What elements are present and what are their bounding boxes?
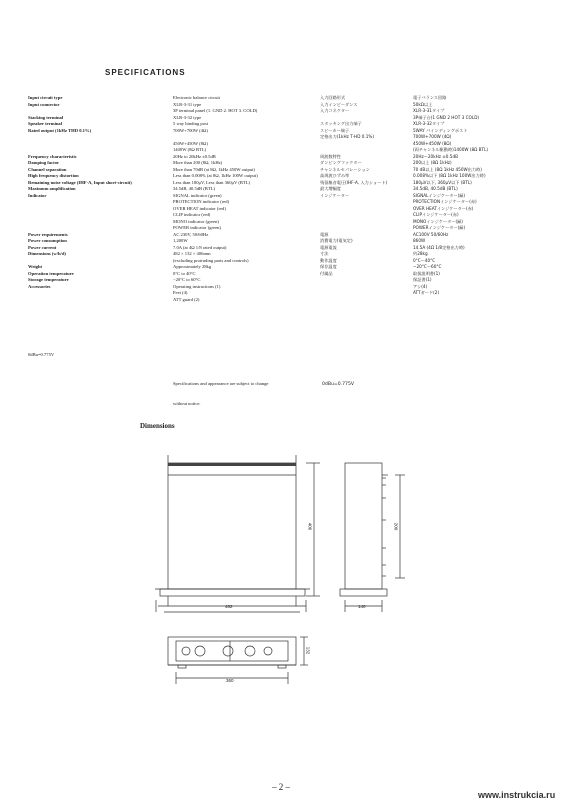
- spec-label-jp: 残留雑音電圧(IHF-A, 入力ショート): [320, 179, 388, 185]
- spec-value-jp: AC100V 50/60Hz: [413, 231, 449, 237]
- spec-value: More than 70dB (at 8Ω, 1kHz 450W output): [173, 166, 255, 172]
- spec-label: Power consumption: [28, 238, 67, 243]
- spec-value-jp: 70 dB以上 (8Ω 1kHz 450W出力時): [413, 166, 482, 172]
- spec-label-jp: 入力コネクター: [320, 108, 350, 113]
- spec-value-jp: PROTECTIONインジケーター(赤): [413, 199, 477, 204]
- spec-value: MONO indicator (green): [173, 218, 219, 224]
- spec-label: Input circuit type: [28, 95, 63, 100]
- spec-value-jp: 200以上 (8Ω 1kHz): [413, 160, 452, 165]
- spec-label: High frequency distortion: [28, 173, 79, 178]
- spec-label-jp: 寸法: [320, 251, 329, 256]
- spec-value-jp: アシ(4): [413, 283, 428, 289]
- spec-label: Weight: [28, 264, 43, 269]
- spec-value: 7.0A (at 4Ω 1/8 rated output): [173, 244, 227, 250]
- spec-change-note-line: Specifications and appearance are subject to change: [173, 381, 269, 386]
- spec-label-jp: チャンネルセパレーション: [320, 166, 370, 172]
- spec-label: Speaker terminal: [28, 121, 62, 126]
- spec-value: POWER indicator (green): [173, 225, 221, 230]
- spec-label-jp: スピーカー端子: [320, 127, 350, 133]
- spec-value: PROTECTION indicator (red): [173, 199, 230, 204]
- spec-value-jp: ATTガード(2): [413, 290, 440, 295]
- dim-rear-height: 132: [305, 646, 311, 655]
- spec-label: Indicator: [28, 192, 47, 198]
- spec-label: Remaining noise voltage (IHF-A, Input short-circuit): [28, 179, 132, 185]
- spec-label: Operation temperature: [28, 270, 74, 276]
- spec-label: Frequency characteristic: [28, 153, 77, 159]
- spec-label-jp: 周波数特性: [320, 153, 341, 159]
- spec-value-jp: SIGNALインジケーター(緑): [413, 192, 466, 198]
- spec-value-jp: 450W+450W (8Ω): [413, 140, 452, 146]
- spec-value: AC 230V, 50/60Hz: [173, 231, 209, 237]
- spec-value: XLR-3-31 type: [173, 101, 202, 107]
- spec-value: 1,200W: [173, 238, 188, 243]
- spec-value-jp: 700W+700W (4Ω): [413, 134, 452, 139]
- spec-label-jp: スタッキング出力端子: [320, 121, 362, 126]
- spec-value-jp: 50kΩ以上: [413, 101, 433, 107]
- spec-label-jp: インジケーター: [320, 192, 350, 198]
- spec-value: 3P terminal panel (1. GND 2. HOT 3. COLD): [173, 108, 258, 113]
- watermark: www.instrukcia.ru: [478, 790, 556, 800]
- spec-value-jp: (両チャンネル駆動時)1400W (8Ω BTL): [413, 147, 489, 152]
- dim-height: 406: [307, 522, 313, 531]
- spec-value-jp: OVER HEATインジケーター(赤): [413, 205, 474, 211]
- spec-value-jp: XLR-3-31タイプ: [413, 108, 445, 113]
- spec-value-jp: 保証書(1): [413, 277, 432, 282]
- spec-label: Rated output (1kHz THD 0.1%): [28, 127, 92, 133]
- side-view: [345, 463, 382, 589]
- spec-value-jp: 860W: [413, 238, 426, 243]
- spec-value: 482 × 132 × 406mm: [173, 251, 211, 256]
- spec-label-jp: 消費電力(電気定): [320, 238, 353, 243]
- spec-value: (excluding protruding parts and controls): [173, 257, 249, 263]
- spec-label: Channel separation: [28, 166, 67, 172]
- odbu-note-right: 0dBu=0.775V: [322, 382, 355, 387]
- front-view: [168, 463, 296, 589]
- spec-value-jp: 14.5A (4Ω 1/8定格出力時): [413, 244, 465, 250]
- spec-value: Feet (4): [173, 290, 188, 295]
- dimensions-title: Dimensions: [140, 422, 175, 430]
- spec-value-jp: −20°C～60°C: [413, 264, 442, 269]
- spec-value: 5 way binding post: [173, 121, 209, 126]
- dim-front-width: 482: [225, 604, 233, 609]
- spec-value-jp: 20Hz～20kHz ±0.5dB: [413, 153, 458, 159]
- spec-label: Input connector: [28, 101, 60, 107]
- spec-value: 700W+700W (4Ω): [173, 127, 208, 133]
- spec-value-jp: 180μV以下, 360μV以下 (BTL): [413, 179, 472, 185]
- spec-value: Approximately 28kg: [173, 264, 212, 269]
- spec-label-jp: 高周波ひずみ率: [320, 173, 350, 178]
- spec-value: ATT guard (2): [173, 296, 200, 302]
- spec-label-jp: ダンピングファクター: [320, 160, 362, 165]
- spec-value-jp: 電子バランス回路: [413, 95, 447, 100]
- spec-value: Electronic balance circuit: [173, 95, 220, 100]
- spec-value: CLIP indicator (red): [173, 212, 211, 217]
- spec-value: OVER HEAT indicator (red): [173, 205, 226, 211]
- spec-label-jp: 入力回路形式: [320, 95, 346, 100]
- spec-label-jp: 入力インピーダンス: [320, 101, 358, 107]
- spec-label: Dimensions (w/h/d): [28, 251, 66, 256]
- spec-label-jp: 電源: [320, 231, 329, 237]
- spec-value: 0°C to 40°C: [173, 270, 196, 276]
- spec-value-jp: MONOインジケーター(緑): [413, 218, 463, 224]
- spec-value: 20Hz to 20kHz ±0.5dB: [173, 153, 216, 159]
- spec-value: Less than 180μV, Less than 360μV (BTL): [173, 179, 251, 185]
- odbu-note-left: 0dBu=0.775V: [28, 352, 55, 357]
- spec-value: Less than 0.008% (at 8Ω, 1kHz 100W output): [173, 173, 258, 178]
- page-number: – 2 –: [272, 782, 290, 792]
- spec-label: Power requirements: [28, 231, 68, 237]
- dim-side-height: 200: [393, 522, 399, 531]
- spec-value-jp: 3P端子台(1 GND 2 HOT 3 COLD): [413, 114, 480, 120]
- dim-rear-width: 360: [226, 678, 234, 683]
- spec-label: Storage temperature: [28, 277, 69, 282]
- spec-label-jp: 付属品: [320, 270, 333, 276]
- spec-value: 34.5dB, 40.5dB (BTL): [173, 186, 215, 191]
- spec-value-jp: 5WAY バインディングポスト: [413, 127, 468, 133]
- spec-value: More than 200 (8Ω, 1kHz): [173, 160, 223, 165]
- spec-label: Stacking terminal: [28, 114, 64, 120]
- spec-value-jp: POWERインジケーター(緑): [413, 225, 466, 230]
- dim-depth: 140: [358, 604, 366, 609]
- spec-value: 1400W (8Ω BTL): [173, 147, 207, 152]
- spec-label: Damping factor: [28, 160, 60, 165]
- spec-value-jp: 取扱説明書(1): [413, 270, 440, 276]
- spec-label-jp: 電源電流: [320, 244, 337, 250]
- spec-value-jp: CLIPインジケーター(赤): [413, 212, 459, 217]
- spec-label-jp: 定格出力(1kHz T·HD 0.1%): [320, 134, 375, 139]
- spec-label: Accessories: [28, 283, 51, 289]
- spec-value: Operating instructions (1): [173, 283, 221, 289]
- spec-change-note-line: without notice.: [173, 400, 201, 406]
- spec-label-jp: 動作温度: [320, 257, 337, 263]
- spec-value-jp: 0°C～40°C: [413, 257, 436, 263]
- spec-value: −20°C to 60°C: [173, 277, 201, 282]
- spec-label: Power current: [28, 244, 57, 250]
- spec-value-jp: XLR-3-32タイプ: [413, 121, 445, 126]
- spec-value-jp: 約28kg: [413, 251, 428, 256]
- spec-value-jp: 0.008%以下 (8Ω 1kHz 100W出力時): [413, 173, 486, 178]
- spec-value: 450W+450W (8Ω): [173, 140, 208, 146]
- spec-value: SIGNAL indicator (green): [173, 192, 222, 198]
- page-title: SPECIFICATIONS: [105, 68, 186, 77]
- spec-value-jp: 34.5dB, 40.5dB (BTL): [413, 186, 458, 191]
- spec-label-jp: 最大増幅度: [320, 186, 341, 191]
- spec-value: XLR-3-32 type: [173, 114, 202, 120]
- spec-label: Maximum amplification: [28, 186, 76, 191]
- spec-label-jp: 保存温度: [320, 264, 337, 269]
